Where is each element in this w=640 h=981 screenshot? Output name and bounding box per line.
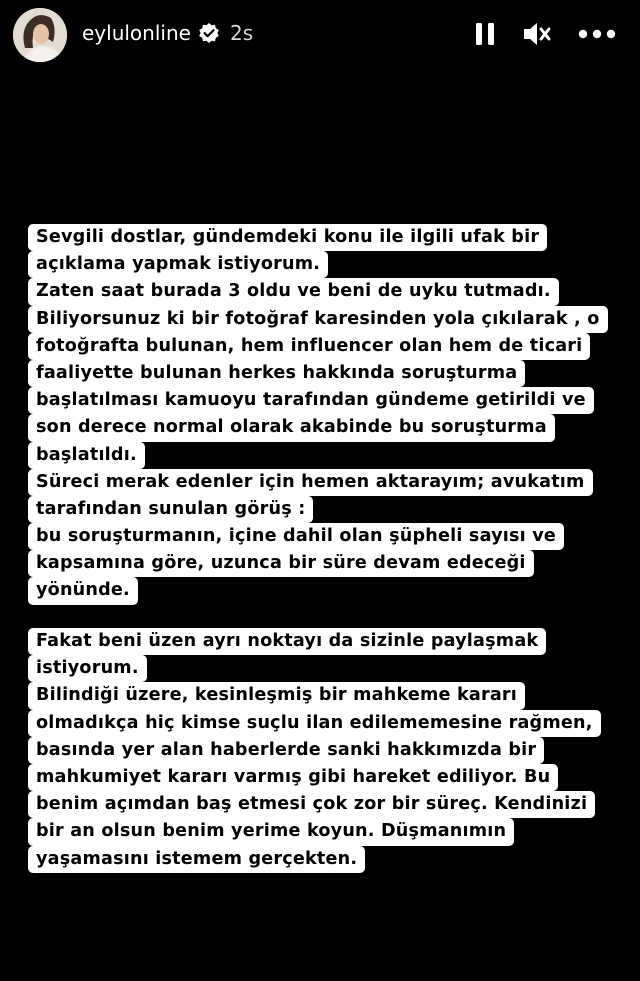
text-line: tarafından sunulan görüş : (28, 495, 612, 522)
text-line: bir an olsun benim yerime koyun. Düşmanımın (28, 817, 612, 844)
text-line: istiyorum. (28, 654, 612, 681)
text-line: son derece normal olarak akabinde bu soruşturma (28, 413, 612, 440)
text-line: mahkumiyet kararı varmış gibi hareket ediliyor. Bu (28, 763, 612, 790)
text-line: açıklama yapmak istiyorum. (28, 250, 612, 277)
text-line: başlatıldı. (28, 441, 612, 468)
text-line: basında yer alan haberlerde sanki hakkımızda bir (28, 736, 612, 763)
text-line: fotoğrafta bulunan, hem influencer olan hem de ticari (28, 332, 612, 359)
story-paragraph-2 (28, 627, 612, 872)
text-line: Zaten saat burada 3 oldu ve beni de uyku tutmadı. (28, 277, 612, 304)
text-line: kapsamına göre, uzunca bir süre devam edeceği (28, 549, 612, 576)
speaker-muted-icon[interactable] (522, 18, 552, 50)
story-header (0, 0, 640, 70)
text-line: Fakat beni üzen ayrı noktayı da sizinle paylaşmak (28, 627, 612, 654)
text-line: bu soruşturmanın, içine dahil olan şüpheli sayısı ve (28, 522, 612, 549)
text-line: başlatılması kamuoyu tarafından gündeme getirildi ve (28, 386, 612, 413)
text-line: benim açımdan baş etmesi çok zor bir süreç. Kendinizi (28, 790, 612, 817)
username[interactable]: eylulonline (82, 21, 191, 45)
pause-icon[interactable] (474, 18, 496, 50)
text-line: yönünde. (28, 576, 612, 603)
story-paragraph-1 (28, 223, 612, 604)
text-line: Sevgili dostlar, gündemdeki konu ile ilgili ufak bir (28, 223, 612, 250)
avatar-photo (13, 8, 67, 62)
text-line: Bilindiği üzere, kesinleşmiş bir mahkeme kararı (28, 681, 612, 708)
text-line: Biliyorsunuz ki bir fotoğraf karesinden yola çıkılarak , o (28, 305, 612, 332)
text-line: faaliyette bulunan herkes hakkında soruşturma (28, 359, 612, 386)
text-line: yaşamasını istemem gerçekten. (28, 845, 612, 872)
verified-badge-icon (198, 22, 220, 44)
story-timestamp: 2s (230, 21, 254, 45)
text-line: Süreci merak edenler için hemen aktarayım; avukatım (28, 468, 612, 495)
profile-avatar[interactable] (13, 8, 67, 62)
text-line: olmadıkça hiç kimse suçlu ilan edilememesine rağmen, (28, 709, 612, 736)
more-dots-icon[interactable] (578, 18, 616, 50)
